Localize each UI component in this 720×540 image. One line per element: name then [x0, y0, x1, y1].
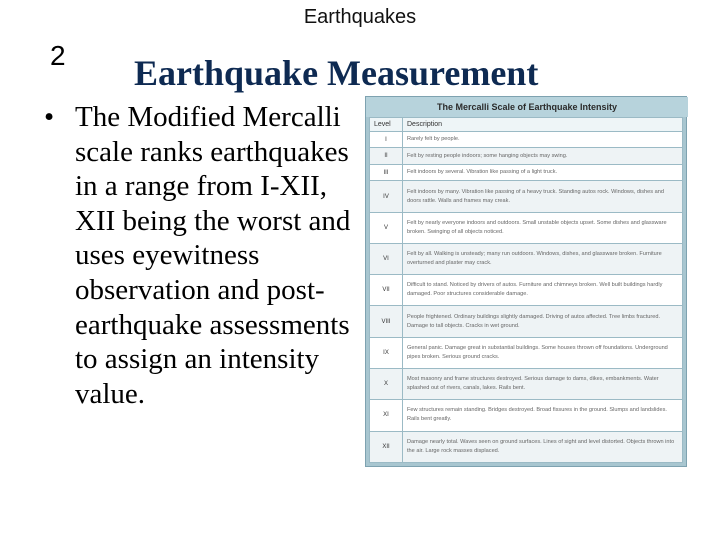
- description-cell: Felt by resting people indoors; some hanging objects may swing.: [403, 148, 683, 164]
- table-row: [370, 164, 683, 180]
- mercalli-table: [369, 117, 683, 463]
- level-cell: II: [370, 148, 403, 164]
- slide-header: Earthquakes: [303, 6, 417, 28]
- description-cell: Felt indoors by many. Vibration like passing of a heavy truck. Standing autos rock. Windows, dishes and doors rattle. Walls and frames may creak.: [403, 181, 683, 212]
- description-cell: Most masonry and frame structures destroyed. Serious damage to dams, dikes, embankments. Water splashed out of rivers, canals, lakes. Rails bent.: [403, 369, 683, 400]
- level-cell: VII: [370, 275, 403, 306]
- table-row: [370, 243, 683, 274]
- figure-title: The Mercalli Scale of Earthquake Intensity: [366, 97, 688, 117]
- level-cell: IV: [370, 181, 403, 212]
- description-cell: Damage nearly total. Waves seen on ground surfaces. Lines of sight and level distorted. Objects thrown into the air. Large rock masses displaced.: [403, 431, 683, 462]
- description-cell: Rarely felt by people.: [403, 132, 683, 148]
- bullet-icon: •: [44, 101, 55, 133]
- column-header-description: Description: [403, 118, 683, 132]
- level-cell: X: [370, 369, 403, 400]
- description-cell: Few structures remain standing. Bridges destroyed. Broad fissures in the ground. Slumps and landslides. Rails bent greatly.: [403, 400, 683, 431]
- description-cell: People frightened. Ordinary buildings slightly damaged. Driving of autos affected. Tree limbs fractured. Damage to tall objects. Cracks in wet ground.: [403, 306, 683, 337]
- table-row: [370, 275, 683, 306]
- column-header-level: Level: [370, 118, 403, 132]
- table-row: [370, 400, 683, 431]
- table-row: [370, 148, 683, 164]
- level-cell: XII: [370, 431, 403, 462]
- table-body: [370, 132, 683, 463]
- level-cell: VIII: [370, 306, 403, 337]
- description-cell: General panic. Damage great in substantial buildings. Some houses thrown off foundations. Underground pipes broken. Serious ground cracks.: [403, 337, 683, 368]
- table-row: [370, 337, 683, 368]
- table-row: [370, 306, 683, 337]
- table-row: [370, 369, 683, 400]
- level-cell: V: [370, 212, 403, 243]
- table-row: [370, 212, 683, 243]
- table-header-row: [370, 118, 683, 132]
- level-cell: III: [370, 164, 403, 180]
- bullet-list: [44, 100, 364, 411]
- bullet-text: The Modified Mercalli scale ranks earthquakes in a range from I-XII, XII being the worst and uses eyewitness observation and post-earthquake assessments to assign an intensity value.: [75, 101, 351, 410]
- table-row: [370, 132, 683, 148]
- slide-number: 2: [50, 40, 66, 71]
- level-cell: IX: [370, 337, 403, 368]
- table-row: [370, 431, 683, 462]
- mercalli-scale-figure: [365, 96, 687, 467]
- slide-title: Earthquake Measurement: [134, 53, 539, 93]
- description-cell: Felt indoors by several. Vibration like passing of a light truck.: [403, 164, 683, 180]
- level-cell: VI: [370, 243, 403, 274]
- description-cell: Felt by nearly everyone indoors and outdoors. Small unstable objects upset. Some dishes and glassware broken. Swinging of all objects noticed.: [403, 212, 683, 243]
- table-row: [370, 181, 683, 212]
- description-cell: Difficult to stand. Noticed by drivers of autos. Furniture and chimneys broken. Well built buildings hardly damaged. Poor structures considerable damage.: [403, 275, 683, 306]
- level-cell: XI: [370, 400, 403, 431]
- level-cell: I: [370, 132, 403, 148]
- description-cell: Felt by all. Walking is unsteady; many run outdoors. Windows, dishes, and glassware broken. Furniture overturned and plaster may crack.: [403, 243, 683, 274]
